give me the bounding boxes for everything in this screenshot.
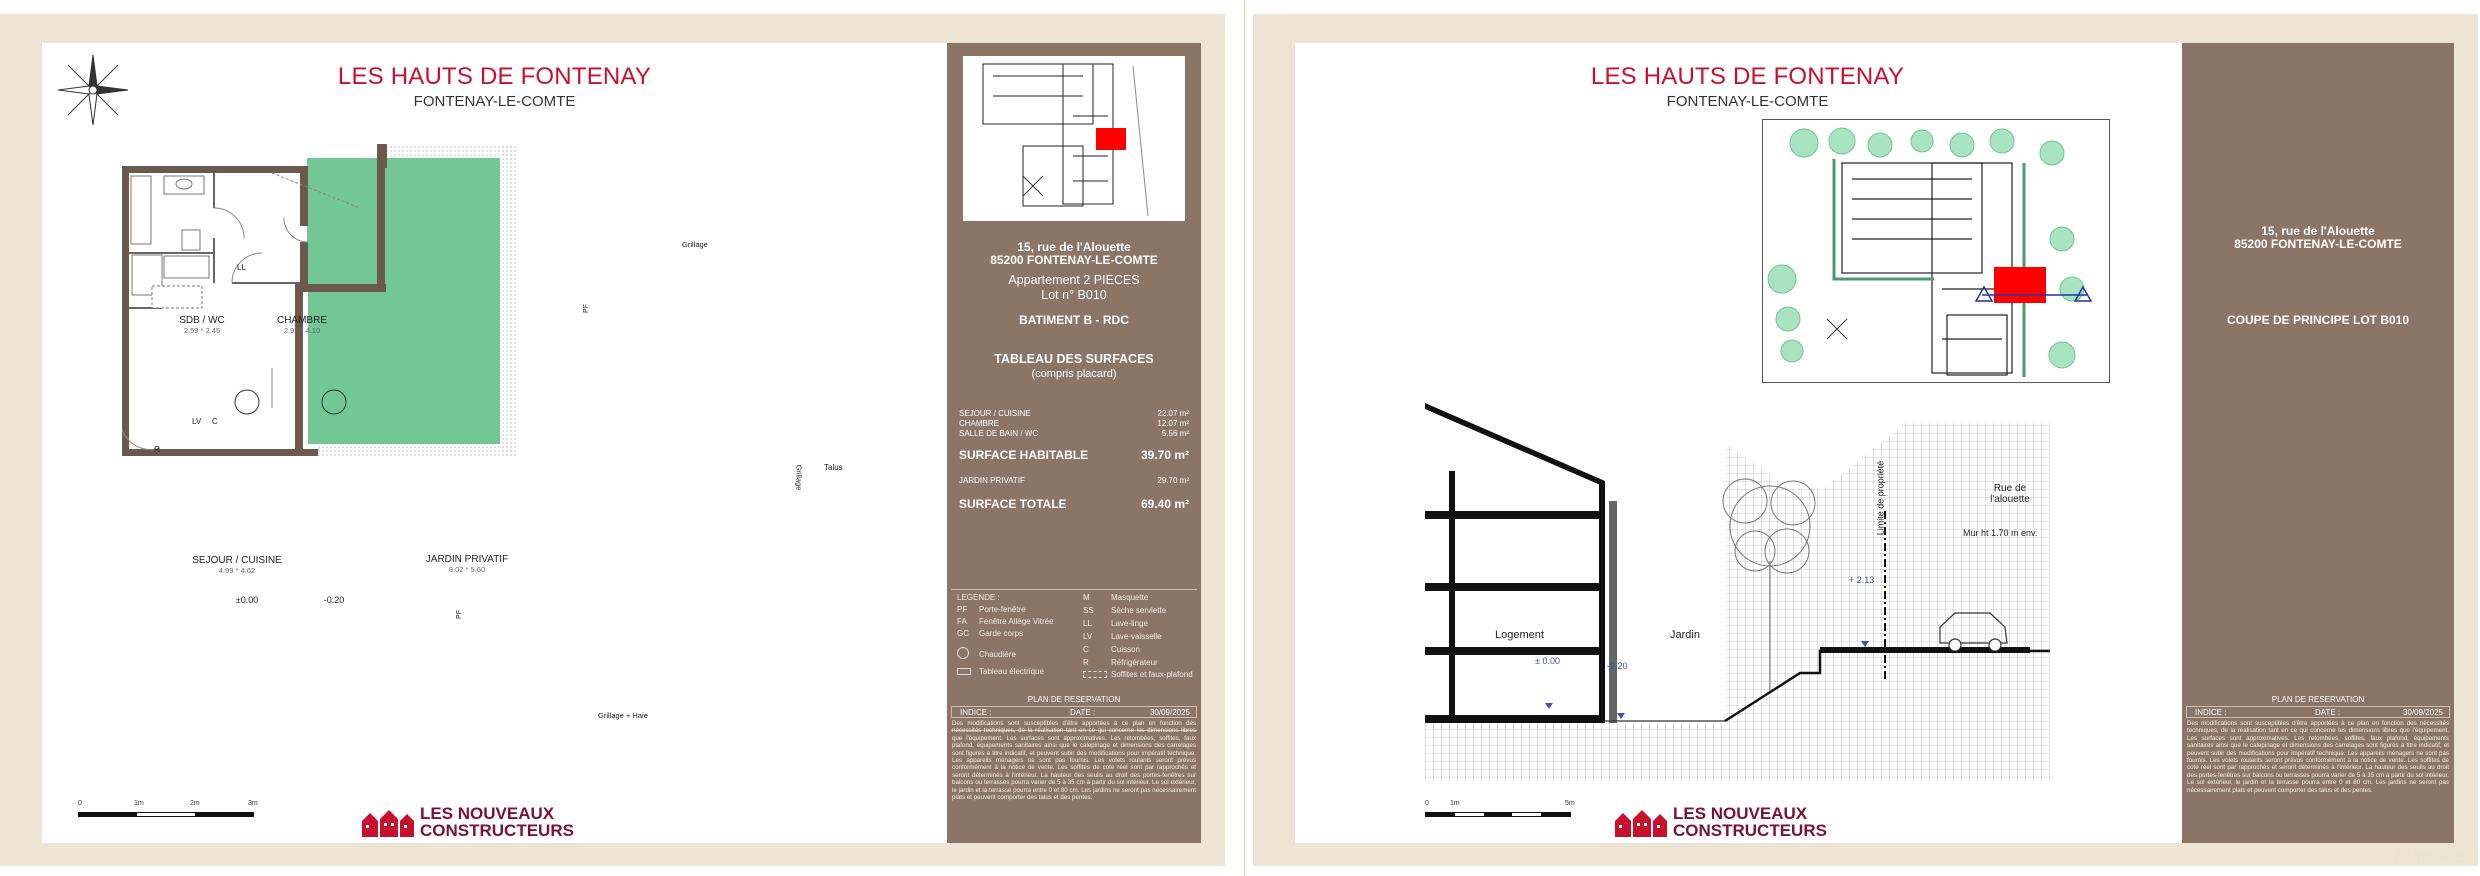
level-2: + 2.13 bbox=[1849, 575, 1875, 585]
room-chambre: CHAMBRE 2.95 * 4.10 bbox=[276, 315, 327, 335]
logo-line1: LES NOUVEAUX bbox=[420, 804, 555, 823]
legend: LEGENDE : PF Porte-fenêtre FA Fenêtre Allège Vitrée GC Garde corps Chaudière Tableau électrique M Masquette SS Sèche serviette LL Lave-linge LV Lave-vaisselle C Cuisson R Réfrigérateur Soffites et faux-plafond bbox=[951, 589, 1197, 731]
surface-jardin: JARDIN PRIVATIF 29.70 m² bbox=[959, 476, 1189, 485]
code-c: C bbox=[212, 417, 218, 426]
section-drawing bbox=[1425, 361, 2065, 781]
logo-houses-icon bbox=[1615, 807, 1667, 837]
building: BATIMENT B - RDC bbox=[1019, 313, 1129, 327]
site-plan-thumbnail bbox=[963, 56, 1185, 221]
lot-highlight bbox=[1096, 128, 1126, 150]
code-r: R bbox=[154, 445, 160, 454]
project-title: LES HAUTS DE FONTENAY bbox=[1590, 63, 1905, 90]
code-ll: LL bbox=[237, 263, 246, 272]
info-sidebar bbox=[947, 43, 1201, 843]
surfaces-title: TABLEAU DES SURFACES bbox=[994, 352, 1154, 366]
label-jardin: Jardin bbox=[1670, 629, 1700, 641]
boiler-icon bbox=[957, 647, 969, 659]
soffite-icon bbox=[1083, 671, 1107, 678]
plan-paper bbox=[42, 43, 947, 843]
compass-rose-icon bbox=[54, 51, 132, 129]
apt-type: Appartement 2 PIECES bbox=[1008, 273, 1140, 287]
section-sheet bbox=[1253, 14, 2478, 866]
watermark: Flandee bbox=[2393, 845, 2466, 867]
surface-totale: SURFACE TOTALE 69.40 m² bbox=[959, 497, 1189, 511]
lot-highlight bbox=[1994, 267, 2046, 303]
floor-plan-sheet bbox=[0, 14, 1225, 866]
logo-line1: LES NOUVEAUX bbox=[1673, 804, 1808, 823]
project-title: LES HAUTS DE FONTENAY bbox=[337, 63, 652, 90]
plan-title: PLAN DE RESERVATION bbox=[2271, 695, 2365, 704]
brand-logo bbox=[1615, 805, 1827, 839]
label-talus: Talus bbox=[824, 463, 843, 472]
brand-logo bbox=[362, 805, 574, 839]
lot-number: Lot n° B010 bbox=[1041, 288, 1107, 302]
label-limite: Limite de propriété bbox=[1875, 460, 1886, 536]
indice-row: INDICE : DATE : 30/09/2025 bbox=[951, 706, 1197, 718]
surface-row: SEJOUR / CUISINE 22.07 m² bbox=[959, 409, 1189, 418]
label-grillage-bottom: Grillage + Haie bbox=[598, 711, 648, 720]
floor-plan-drawing bbox=[122, 138, 682, 618]
site-plan-drawing bbox=[1762, 119, 2110, 383]
label-rue: Rue de l'alouette bbox=[1990, 483, 2030, 505]
logo-line2: CONSTRUCTEURS bbox=[420, 821, 574, 840]
label-grillage-right: Grillage bbox=[794, 464, 804, 491]
project-city: FONTENAY-LE-COMTE bbox=[413, 93, 576, 110]
section-paper bbox=[1295, 43, 2200, 843]
indice-row: INDICE : DATE : 30/09/2025 bbox=[2186, 706, 2450, 718]
surface-row: SALLE DE BAIN / WC 5.56 m² bbox=[959, 429, 1189, 438]
electric-panel-icon bbox=[957, 668, 971, 675]
label-grillage-top: Grillage bbox=[682, 240, 708, 249]
sidebar-address: 15, rue de l'Alouette 85200 FONTENAY-LE-COMTE bbox=[990, 240, 1158, 267]
label-mur: Mur ht 1.70 m env. bbox=[1963, 528, 2038, 538]
disclaimer-text: Des modifications sont susceptibles d'être apportées à ce plan en fonction des nécessités techniques, de la réalisation tant en ce qui concerne les dimensions libres que l'équipement. Les surfaces sont approximatives. Les retombées, soffites, faux plafond, équipements sanitaires ainsi que le calepinage et dimensions des carrelages sont figurés à titre indicatif, et peuvent subir des modifications pour impératif technique. Les appareils ménagers ne sont pas fournis. Les volets roulants seront prévus conformément à la notice de vente. Les soffites de cote réel sont par rapprochés et seront déterminés à l'intérieur. La hauteur des seuils au droit des portes-fenêtres sur balcons ou terrasses pourra varier de 5 à 35 cm à partir du sol intérieur. Le sol extérieur, le jardin et la terrasse pourra entre 0 et 80 cm. Les jardins ne seront pas nécessairement plats et peuvent comporter des talus et des pentes. bbox=[952, 720, 1196, 802]
level-1: -0.20 bbox=[1607, 661, 1628, 671]
scale-bar: 0 1m 5m bbox=[1425, 800, 1575, 817]
logo-houses-icon bbox=[362, 807, 414, 837]
code-lv: LV bbox=[192, 417, 202, 426]
code-pf: PF bbox=[582, 304, 590, 313]
scale-bar: 0 1m 2m 3m bbox=[78, 800, 258, 817]
room-jardin: JARDIN PRIVATIF 8.02 * 5.60 bbox=[425, 554, 509, 574]
coupe-title: COUPE DE PRINCIPE LOT B010 bbox=[2226, 313, 2410, 327]
page-divider bbox=[1237, 0, 1253, 876]
logo-line2: CONSTRUCTEURS bbox=[1673, 821, 1827, 840]
surface-habitable: SURFACE HABITABLE 39.70 m² bbox=[959, 448, 1189, 462]
level-inside: ±0.00 bbox=[235, 595, 259, 605]
project-city: FONTENAY-LE-COMTE bbox=[1666, 93, 1829, 110]
level-0: ± 0.00 bbox=[1535, 656, 1560, 666]
level-garden: -0.20 bbox=[323, 595, 345, 605]
surface-row: CHAMBRE 12.07 m² bbox=[959, 419, 1189, 428]
code-pf2: PF bbox=[455, 610, 463, 619]
info-sidebar bbox=[2182, 43, 2454, 843]
room-sdb: SDB / WC 2.59 * 2.45 bbox=[179, 315, 225, 335]
disclaimer-text: Des modifications sont susceptibles d'être apportées à ce plan en fonction des nécessités techniques, de la réalisation tant en ce qui concerne les dimensions libres que l'équipement. Les surfaces sont approximatives. Les retombées, soffites, faux plafond, équipements sanitaires ainsi que le calepinage et dimensions des carrelages sont figurés à titre indicatif, et peuvent subir des modifications pour impératif technique. Les appareils ménagers ne sont pas fournis. Les volets roulants seront prévus conformément à la notice de vente. Les soffites de cote réel sont par rapprochés et seront déterminés à l'intérieur. La hauteur des seuils au droit des portes-fenêtres sur balcons ou terrasses pourra varier de 5 à 35 cm à partir du sol intérieur. Le sol extérieur, le jardin et la terrasse pourra entre 0 et 80 cm. Les jardins ne seront pas nécessairement plats et peuvent comporter des talus et des pentes. bbox=[2187, 720, 2449, 794]
plan-title: PLAN DE RESERVATION bbox=[1027, 695, 1121, 704]
room-sejour: SEJOUR / CUISINE 4.99 * 4.62 bbox=[192, 555, 282, 575]
surfaces-subtitle: (compris placard) bbox=[1031, 368, 1117, 380]
label-logement: Logement bbox=[1495, 629, 1544, 641]
sidebar-address: 15, rue de l'Alouette 85200 FONTENAY-LE-COMTE bbox=[2234, 224, 2402, 251]
garden-area bbox=[307, 158, 500, 444]
